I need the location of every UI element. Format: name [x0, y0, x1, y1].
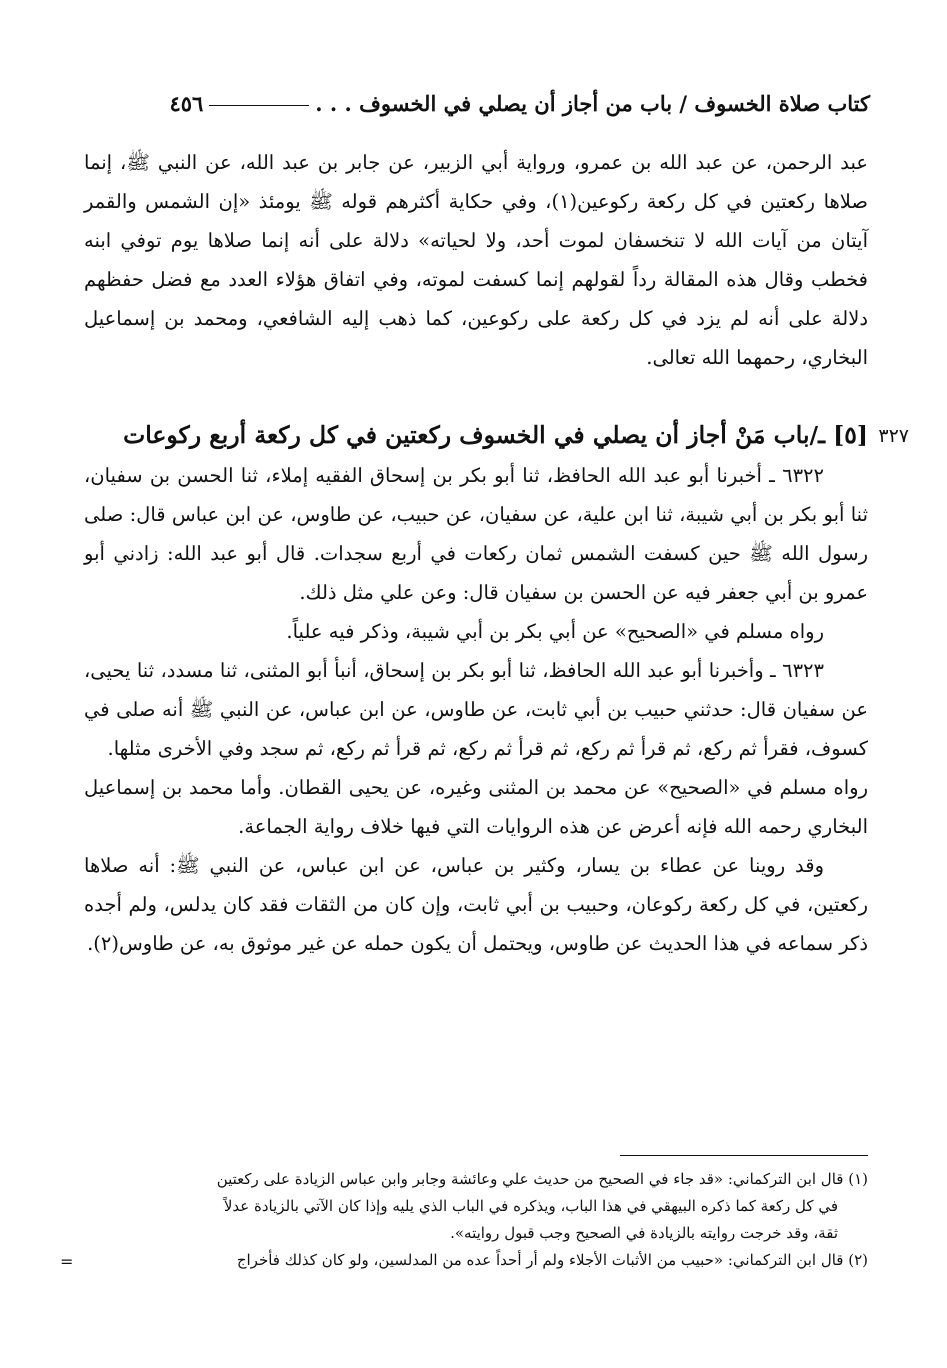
narration-note: رواه مسلم في «الصحيح» عن محمد بن المثنى وغيره، عن يحيى القطان. وأما محمد بن إسماعيل البخاري رحمه الله فإنه أعرض عن هذه الروايات التي فيها خلاف رواية الجماعة. — [84, 776, 868, 838]
intro-paragraph: عبد الرحمن، عن عبد الله بن عمرو، ورواية أبي الزبير، عن جابر بن عبد الله، عن النبي ﷺ، إنما صلاها ركعتين في كل ركعة ركوعين(١)، وفي حكاية أكثرهم قوله ﷺ يومئذ «إن الشمس والقمر آيتان من آيات الله لا تنخسفان لموت أحد، ولا لحياته» دلالة على أنه إنما صلاها يوم توفي ابنه فخطب وقال هذه المقالة رداً لقولهم إنما كسفت لموته، وفي اتفاق هؤلاء العدد مع فضل حفظهم دلالة على أنه لم يزد في كل ركعة على ركوعين، كما ذهب إليه الشافعي، ومحمد بن إسماعيل البخاري، رحمهما الله تعالى. — [84, 151, 868, 369]
footnote-line: (٢) قال ابن التركماني: «حبيب من الأثبات الأجلاء ولم أر أحداً عده من المدلسين، ولو كان كذلك فأخراج — [236, 1251, 868, 1269]
running-header — [90, 86, 870, 120]
running-title: كتاب صلاة الخسوف / باب من أجاز أن يصلي في الخسوف . . . — [315, 90, 870, 116]
footnotes — [84, 1166, 868, 1274]
narration-note: رواه مسلم في «الصحيح» عن أبي بكر بن أبي شيبة، وذكر فيه علياً. — [286, 620, 824, 643]
continuation-mark: = — [60, 1252, 74, 1271]
footnote-divider — [620, 1155, 868, 1156]
header-rule — [209, 105, 309, 106]
commentary-paragraph: وقد روينا عن عطاء بن يسار، وكثير بن عباس، عن ابن عباس، عن النبي ﷺ: أنه صلاها ركعتين، في كل ركعة ركوعان، وحبيب بن أبي ثابت، وإن كان من الثقات فقد كان يدلس، ولم أجده ذكر سماعه في هذا الحديث عن طاوس، ويحتمل أن يكون حمله عن غير موثوق به، عن طاوس(٢). — [84, 854, 868, 955]
hadith-paragraph: ٦٣٢٢ ـ أخبرنا أبو عبد الله الحافظ، ثنا أبو بكر بن إسحاق الفقيه إملاء، ثنا الحسن بن سفيان، ثنا أبو بكر بن أبي شيبة، ثنا ابن علية، عن سفيان، عن حبيب، عن طاوس، عن ابن عباس قال: صلى رسول الله ﷺ حين كسفت الشمس ثمان ركعات في أربع سجدات. قال أبو عبد الله: زادني أبو عمرو بن أبي جعفر فيه عن الحسن بن سفيان قال: وعن علي مثل ذلك. — [84, 464, 868, 604]
hadith-paragraph: ٦٣٢٣ ـ وأخبرنا أبو عبد الله الحافظ، ثنا أبو بكر بن إسحاق، أنبأ أبو المثنى، ثنا مسدد، ثنا يحيى، عن سفيان قال: حدثني حبيب بن أبي ثابت، عن طاوس، عن ابن عباس، عن النبي ﷺ أنه صلى في كسوف، فقرأ ثم ركع، ثم قرأ ثم ركع، ثم قرأ ثم ركع، ثم قرأ ثم ركع، ثم سجد وفي الأخرى مثلها. — [84, 659, 868, 760]
footnote-line: (١) قال ابن التركماني: «قد جاء في الصحيح من حديث علي وعائشة وجابر وابن عباس الزيادة على ركعتين — [216, 1170, 868, 1188]
page-number: ٤٥٦ — [169, 90, 204, 116]
intro-text-block — [84, 143, 868, 377]
footnote-line: في كل ركعة كما ذكره البيهقي في هذا الباب، ويذكره في الباب الذي يليه وإذا كان الآتي بالزيادة عدلاً — [223, 1197, 838, 1215]
chapter-text-block — [84, 456, 868, 963]
chapter-heading: [٥] ـ/باب مَنْ أجاز أن يصلي في الخسوف ركعتين في كل ركعة أربع ركوعات — [123, 421, 868, 449]
footnote-line: ثقة، وقد خرجت روايته بالزيادة في الصحيح وجب قبول روايته». — [450, 1224, 838, 1242]
margin-page-number: ٣٢٧ — [878, 425, 909, 447]
